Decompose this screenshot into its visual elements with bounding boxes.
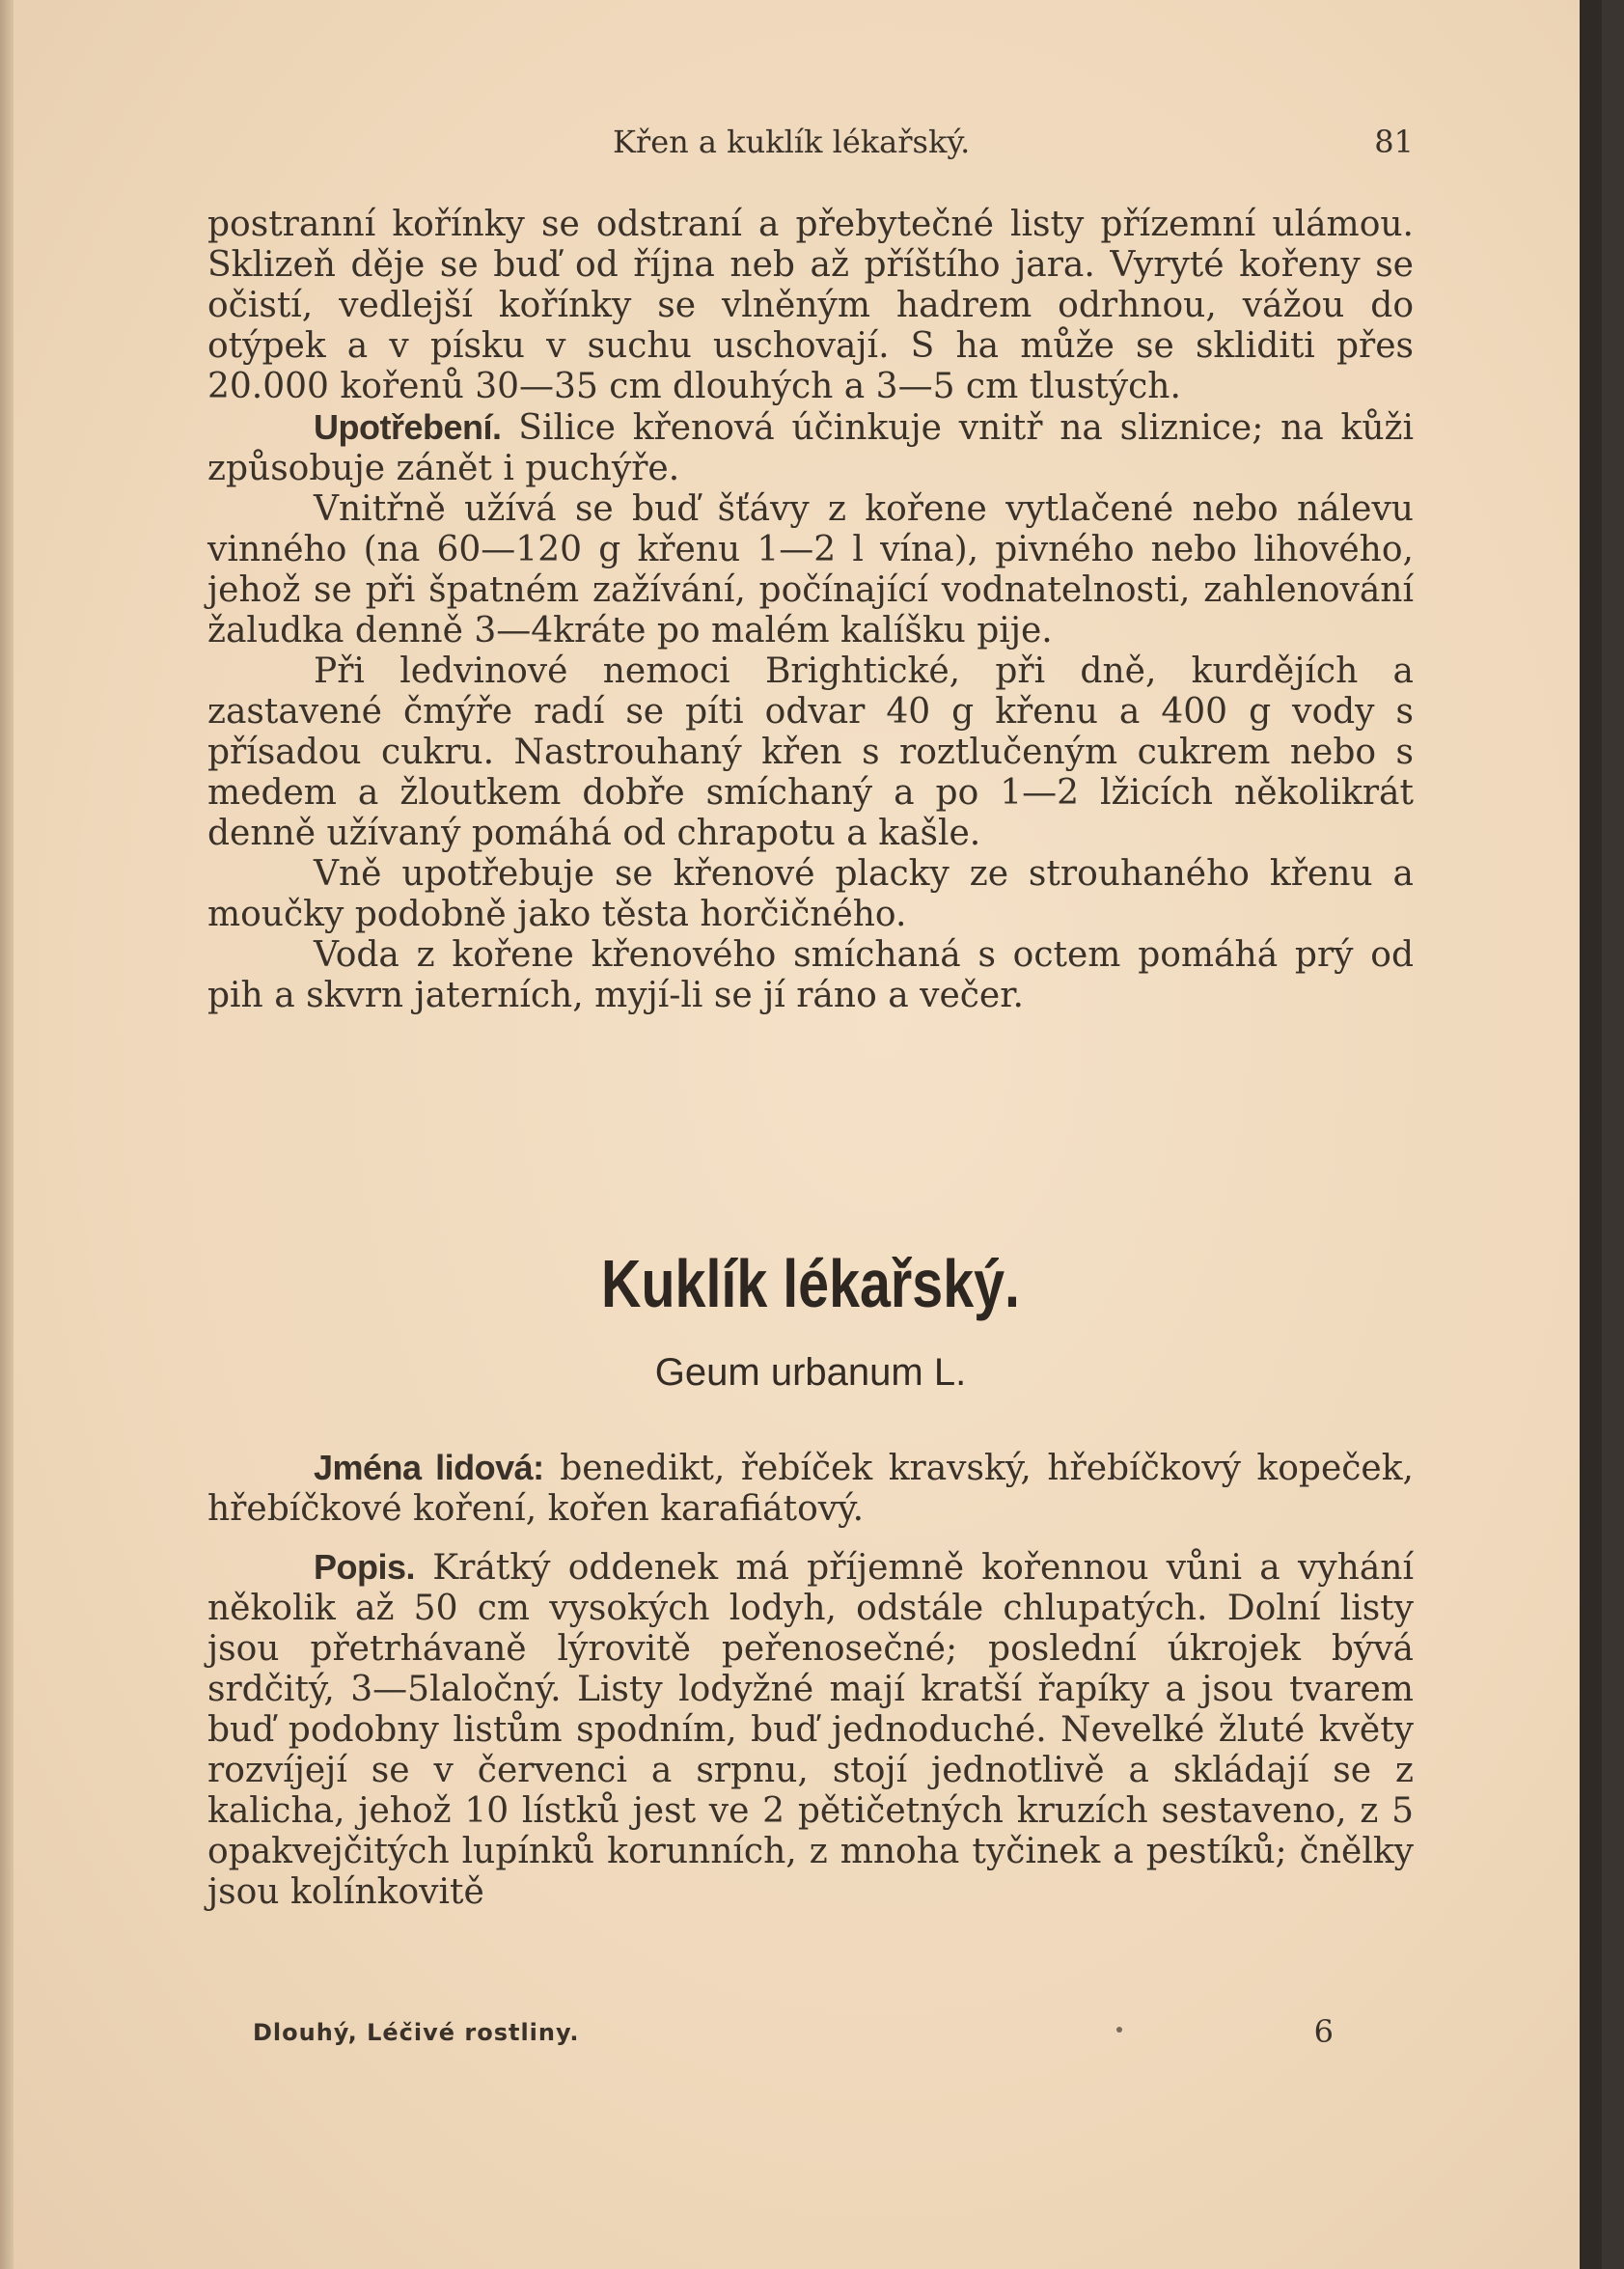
footer-sheet-number: 6 (1313, 2013, 1334, 2050)
paragraph-harvest: postranní kořínky se odstraní a přebytečné listy přízemní ulámou. Sklizeň děje se buď od října neb až příštího jara. Vyryté kořeny se očistí, vedlejší kořínky se vlněným hadrem odrhnou, vážou do otýpek a v písku v suchu uschovají. S ha může se skliditi přes 20.000 kořenů 30—35 cm dlouhých a 3—5 cm tlustých. (207, 205, 1414, 406)
popis-label: Popis. (314, 1547, 416, 1587)
upotrebeni-text: Silice křenová účinkuje vnitř na sliznice; na kůži způsobuje zánět i puchýře. (207, 408, 1414, 488)
paragraph-root-water: Voda z kořene křenového smíchaná s octem pomáhá prý od pih a skvrn jaterních, myjí-li se jí ráno a večer. (207, 935, 1414, 1015)
paragraph-jmena (207, 1448, 1414, 1530)
section-title: Kuklík lékařský. (601, 1246, 1020, 1321)
jmena-label: Jména lidová: (314, 1448, 544, 1487)
running-title: Křen a kuklík lékařský. (613, 124, 971, 160)
running-header (207, 124, 1414, 172)
page-footer (253, 2013, 1334, 2061)
upotrebeni-label: Upotřebení. (314, 407, 502, 447)
paragraph-upotrebeni (207, 407, 1414, 489)
body-text-bottom (207, 1448, 1414, 1913)
footer-signature: Dlouhý, Léčivé rostliny. (253, 2019, 580, 2046)
jmena-text: benedikt, řebíček kravský, hřebíčkový kopeček, hřebíčkové koření, kořen karafiátový. (207, 1449, 1414, 1529)
paragraph-internal-use: Vnitřně užívá se buď šťávy z kořene vytlačené nebo nálevu vinného (na 60—120 g křenu 1—2 l vína), pivného nebo lihového, jehož se při špatném zažívání, počínající vodnatelnosti, zahlenování žaludka denně 3—4kráte po malém kalíšku pije. (207, 489, 1414, 650)
page-spine (0, 0, 14, 2269)
paragraph-popis (207, 1547, 1414, 1913)
page-number: 81 (1374, 124, 1414, 160)
section-latin-name: Geum urbanum L. (654, 1351, 967, 1394)
body-text-top (207, 205, 1414, 1016)
popis-text: Krátký oddenek má příjemně kořennou vůni a vyhání několik až 50 cm vysokých lodyh, odstále chlupatých. Dolní listy jsou přetrhávaně lýrovitě peřenosečné; poslední úkrojek bývá srdčitý, 3—5laločný. Listy lodyžné mají kratší řapíky a jsou tvarem buď podobny listům spodním, buď jednoduché. Nevelké žluté květy rozvíjejí se v červenci a srpnu, stojí jednotlivě a skládají se z kalicha, jehož 10 lístků jest ve 2 pětičetných kruzích sestaveno, z 5 opakvejčitých lupínků korunních, z mnoha tyčinek a pestíků; čnělky jsou kolínkovitě (207, 1548, 1414, 1912)
page-edge (1580, 0, 1602, 2269)
footer-dot (1116, 2027, 1122, 2033)
paragraph-bright-disease: Při ledvinové nemoci Brightické, při dně, kurdějích a zastavené čmýře radí se píti odvar 40 g křenu a 400 g vody s přísadou cukru. Nastrouhaný křen s roztlučeným cukrem nebo s medem a žloutkem dobře smíchaný a po 1—2 lžicích několikrát denně užívaný pomáhá od chrapotu a kašle. (207, 651, 1414, 853)
paragraph-external-use: Vně upotřebuje se křenové placky ze strouhaného křenu a moučky podobně jako těsta horčičného. (207, 854, 1414, 934)
